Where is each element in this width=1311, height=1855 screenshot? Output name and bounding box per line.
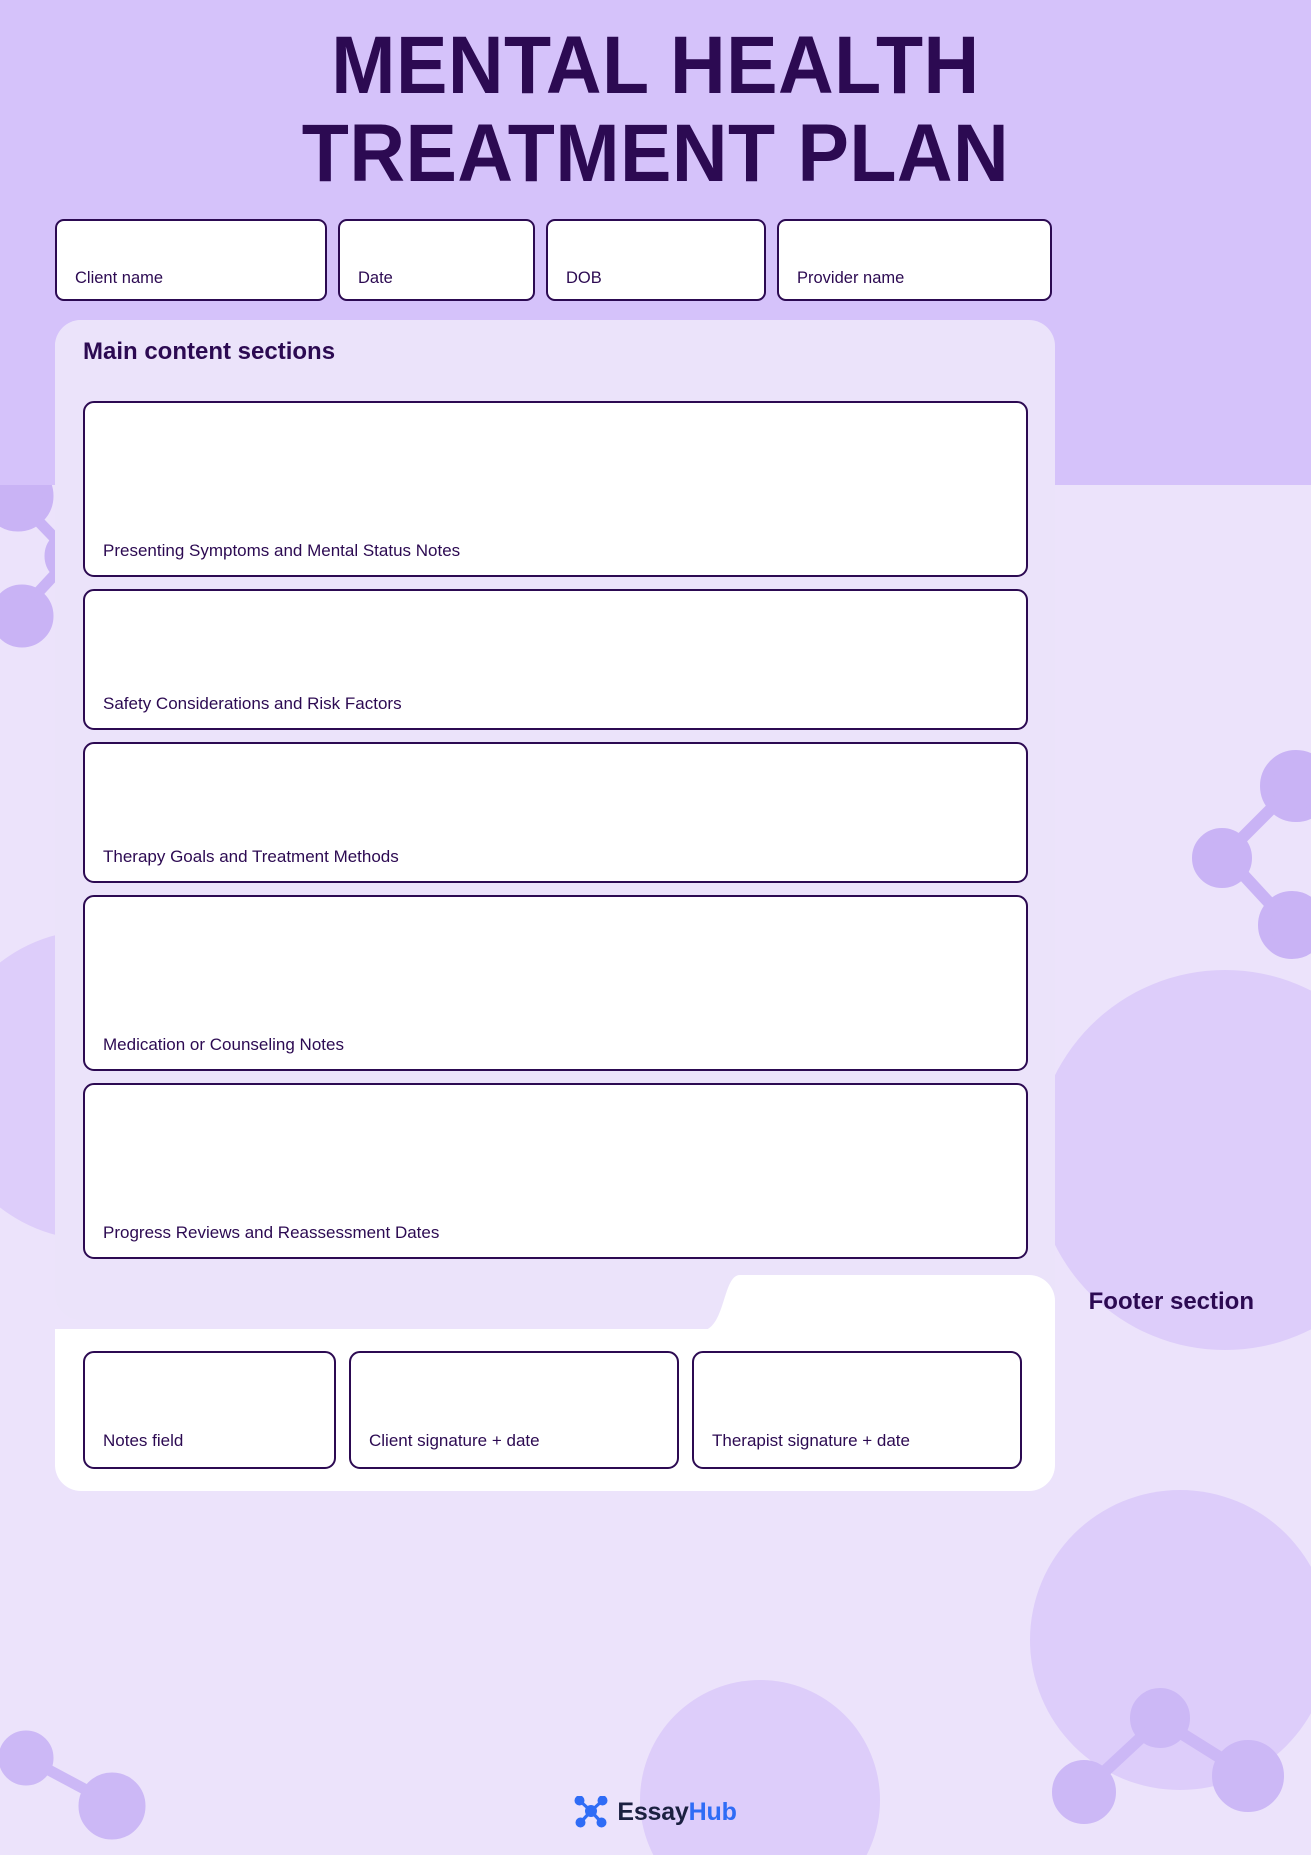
section-medication-counseling[interactable]	[83, 895, 1028, 1071]
section-presenting-symptoms[interactable]	[83, 401, 1028, 577]
section-progress-reviews[interactable]	[83, 1083, 1028, 1259]
footer-tab	[760, 1275, 1055, 1331]
therapist-signature-field[interactable]	[692, 1351, 1022, 1469]
footer-tab-curve	[700, 1275, 762, 1331]
notes-field-label: Notes field	[103, 1431, 184, 1450]
main-tab-curve	[410, 320, 470, 382]
client-name-label: Client name	[75, 269, 164, 287]
brand-logo[interactable]	[0, 1796, 1311, 1828]
brand-name-hub: Hub	[688, 1797, 737, 1826]
section-label: Presenting Symptoms and Mental Status Notes	[103, 541, 461, 560]
section-label: Medication or Counseling Notes	[103, 1035, 344, 1054]
footer-tab-label: Footer section	[1088, 1288, 1254, 1315]
section-label: Progress Reviews and Reassessment Dates	[103, 1223, 440, 1242]
section-therapy-goals[interactable]	[83, 742, 1028, 883]
footer-fields-row	[83, 1351, 1028, 1469]
section-safety-considerations[interactable]	[83, 589, 1028, 730]
dob-field[interactable]	[546, 219, 766, 301]
brand-name-essay: Essay	[617, 1797, 689, 1826]
section-label: Therapy Goals and Treatment Methods	[103, 847, 399, 866]
client-signature-label: Client signature + date	[369, 1431, 540, 1450]
main-content-tab-label: Main content sections	[83, 338, 336, 365]
client-signature-field[interactable]	[349, 1351, 679, 1469]
molecule-icon	[574, 1796, 608, 1828]
section-label: Safety Considerations and Risk Factors	[103, 694, 402, 713]
provider-name-field[interactable]	[777, 219, 1052, 301]
page-title-line-2: TREATMENT PLAN	[301, 108, 1010, 199]
page-title-line-1: MENTAL HEALTH	[331, 20, 980, 111]
therapist-signature-label: Therapist signature + date	[712, 1431, 910, 1450]
content-sections-list	[83, 401, 1028, 1271]
date-label: Date	[358, 269, 393, 287]
client-name-field[interactable]	[55, 219, 327, 301]
dob-label: DOB	[566, 269, 602, 287]
header-fields-row	[55, 219, 1055, 301]
notes-field[interactable]	[83, 1351, 336, 1469]
page-title	[0, 22, 1311, 198]
date-field[interactable]	[338, 219, 535, 301]
provider-name-label: Provider name	[797, 269, 905, 287]
